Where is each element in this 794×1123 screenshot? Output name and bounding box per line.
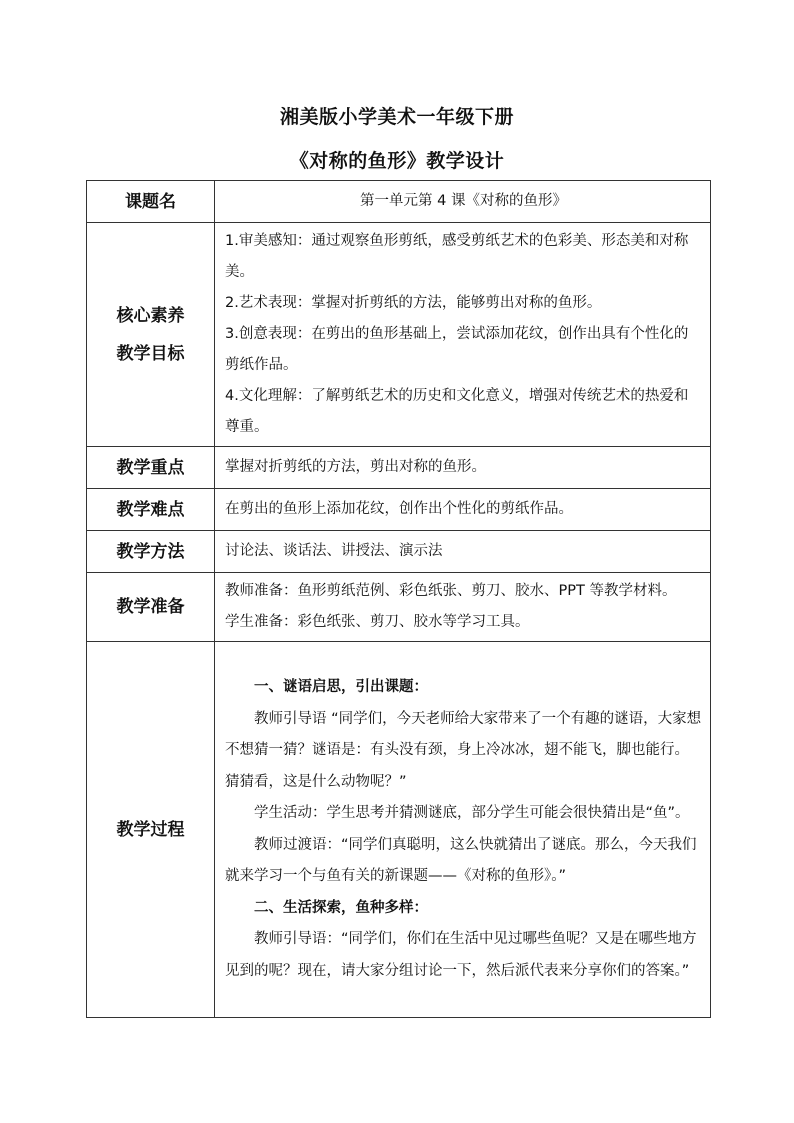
document-title: 湘美版小学美术一年级下册 <box>279 106 514 128</box>
process-paragraph: 教师引导语 “同学们，今天老师给大家带来了一个有趣的谜语，大家想不想猜一猜？谜语是：有头没有颈，身上冷冰冰，翅不能飞，脚也能行。猜猜看，这是什么动物呢？” <box>225 710 702 790</box>
teacher-preparation: 教师准备：鱼形剪纸范例、彩色纸张、剪刀、胶水、PPT 等教学材料。 <box>225 583 677 599</box>
process-label: 教学过程 <box>87 642 215 1018</box>
row-goals <box>87 223 711 447</box>
goals-value <box>215 223 711 447</box>
topic-value: 第一单元第 4 课《对称的鱼形》 <box>215 181 711 223</box>
student-preparation: 学生准备：彩色纸张、剪刀、胶水等学习工具。 <box>225 614 530 630</box>
preparation-label: 教学准备 <box>87 573 215 642</box>
process-section-heading: 一、谜语启思，引出课题： <box>254 679 428 695</box>
method-value: 讨论法、谈话法、讲授法、演示法 <box>215 531 711 573</box>
row-process <box>87 642 711 1018</box>
process-paragraph: 教师引导语：“同学们，你们在生活中见过哪些鱼呢？又是在哪些地方见到的呢？现在，请大家分组讨论一下，然后派代表来分享你们的答案。” <box>225 931 697 979</box>
goals-label <box>87 223 215 447</box>
goal-item: 1.审美感知：通过观察鱼形剪纸，感受剪纸艺术的色彩美、形态美和对称美。 <box>225 233 689 280</box>
row-method <box>87 531 711 573</box>
process-paragraph: 学生活动：学生思考并猜测谜底，部分学生可能会很快猜出是“鱼”。 <box>254 805 690 821</box>
process-section-heading: 二、生活探索，鱼种多样： <box>254 899 428 916</box>
document-subtitle: 《对称的鱼形》教学设计 <box>289 150 505 172</box>
goal-item: 4.文化理解：了解剪纸艺术的历史和文化意义，增强对传统艺术的热爱和尊重。 <box>225 388 689 435</box>
process-paragraph: 教师过渡语：“同学们真聪明，这么快就猜出了谜底。那么，今天我们就来学习一个与鱼有关的新课题——《对称的鱼形》。” <box>225 836 697 884</box>
process-value <box>215 642 711 1018</box>
method-label: 教学方法 <box>87 531 215 573</box>
goals-label-line2: 教学目标 <box>116 343 185 364</box>
difficulty-value: 在剪出的鱼形上添加花纹，创作出个性化的剪纸作品。 <box>215 489 711 531</box>
lesson-plan-table <box>86 180 711 1018</box>
row-difficulty <box>87 489 711 531</box>
goal-item: 2.艺术表现：掌握对折剪纸的方法，能够剪出对称的鱼形。 <box>225 295 602 311</box>
preparation-value <box>215 573 711 642</box>
goals-label-line1: 核心素养 <box>116 305 185 326</box>
key-point-label: 教学重点 <box>87 447 215 489</box>
row-key-point <box>87 447 711 489</box>
topic-label: 课题名 <box>87 181 215 223</box>
difficulty-label: 教学难点 <box>87 489 215 531</box>
goal-item: 3.创意表现：在剪出的鱼形基础上，尝试添加花纹，创作出具有个性化的剪纸作品。 <box>225 326 689 373</box>
row-topic <box>87 181 711 223</box>
row-preparation <box>87 573 711 642</box>
key-point-value: 掌握对折剪纸的方法，剪出对称的鱼形。 <box>215 447 711 489</box>
